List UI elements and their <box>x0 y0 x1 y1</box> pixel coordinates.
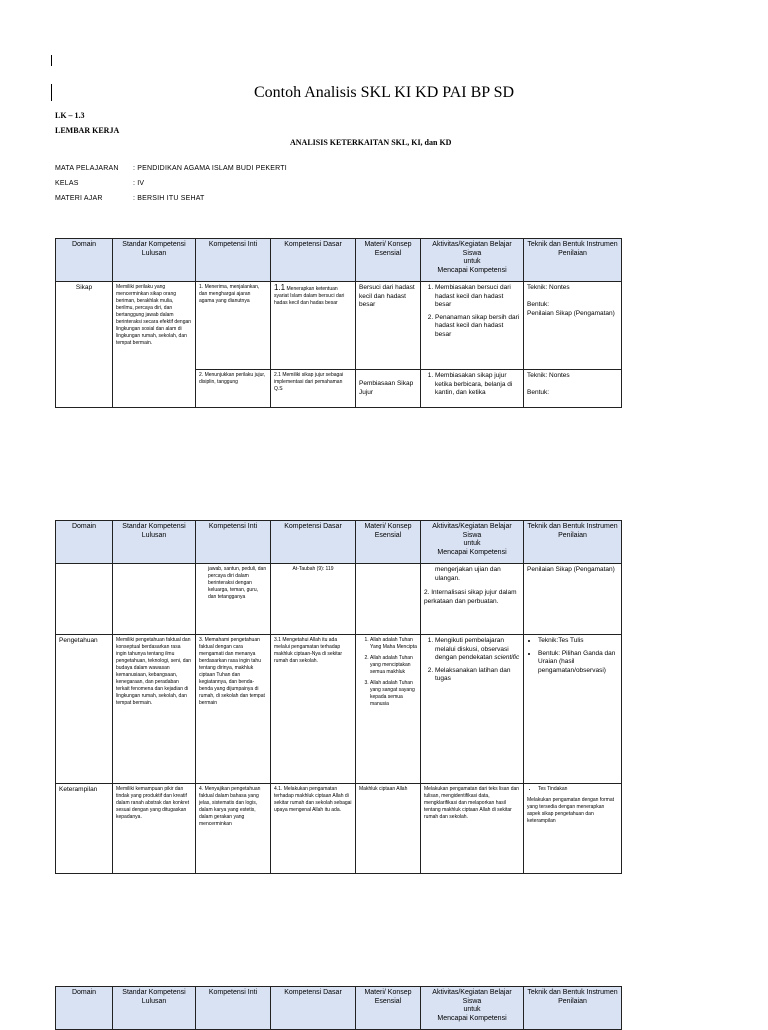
ki-cell <box>196 784 271 874</box>
ki-cell: jawab, santun, peduli, dan percaya diri dalam berinteraksi dengan keluarga, teman, guru, dan tetangganya <box>196 564 271 635</box>
domain-cell: Keterampilan <box>56 784 113 874</box>
meta-row-class <box>55 180 144 187</box>
header-teknik: Teknik dan Bentuk Instrumen Penilaian <box>524 987 622 1030</box>
ki-number: 2. <box>199 372 204 378</box>
teknik-line: Teknik: Nontes <box>527 372 570 379</box>
header-aktivitas <box>421 239 524 282</box>
meta-label: MATA PELAJARAN <box>55 165 119 172</box>
meta-value: : PENDIDIKAN AGAMA ISLAM BUDI PEKERTI <box>133 165 287 172</box>
teknik-line: Penilaian Sikap (Pengamatan) <box>527 309 615 317</box>
teknik-line: Bentuk: <box>527 301 550 308</box>
materi-item: 3. Allah adalah Tuhan yang sangat sayang kepada semua manusia <box>370 680 417 708</box>
header-teknik: Teknik dan Bentuk Instrumen Penilaian <box>524 239 622 282</box>
kd-number: 1.1 <box>274 283 286 292</box>
aktivitas-item: 1. Membiasakan bersuci dari hadast kecil dan hadast besar <box>435 284 520 310</box>
ki-text: Memahami pengetahuan faktual dengan cara mengamati dan menanya berdasarkan rasa ingin tahu tentang dirinya, makhluk ciptaan Tuhan dan kegiatannya, dan benda-benda yang dijumpainya di rumah, di sekolah dan tempat bermain <box>199 637 265 706</box>
header-skl: Standar Kompetensi Lulusan <box>113 987 196 1030</box>
header-kd: Kompetensi Dasar <box>271 521 356 564</box>
header-aktivitas-line: Mencapai Kompetensi <box>437 548 507 556</box>
table-row <box>56 635 622 784</box>
skl-cell: Memiliki perilaku yang mencerminkan sikap orang beriman, berakhlak mulia, berilmu, percaya diri, dan bertanggung jawab dalam berinteraksi secara efektif dengan lingkungan sosial dan alam di lingkungan rumah, sekolah, dan tempat bermain. <box>113 282 196 408</box>
meta-row-subject <box>55 165 287 172</box>
analysis-table-1 <box>55 238 622 408</box>
header-domain: Domain <box>56 987 113 1030</box>
teknik-cell <box>524 635 622 784</box>
materi-item: 2. Allah adalah Tuhan yang menciptakan semua makhluk <box>370 655 417 676</box>
kd-text: Menerapkan ketentuan syariat Islam dalam bersuci dari hadas kecil dan hadas besar <box>274 286 345 306</box>
teknik-item: • Bentuk: Pilihan Ganda dan Uraian (hasil pengamatan/observasi) <box>538 650 618 676</box>
materi-item: 1. Allah adalah Tuhan Yang Maha Mencipta <box>370 637 417 651</box>
ki-number: 1. <box>199 284 204 290</box>
aktivitas-cell <box>421 282 524 370</box>
ki-cell <box>196 282 271 370</box>
header-ki: Kompetensi Inti <box>196 987 271 1030</box>
meta-value: : BERSIH ITU SEHAT <box>133 195 205 202</box>
ki-cell <box>196 635 271 784</box>
document-title: Contoh Analisis SKL KI KD PAI BP SD <box>253 84 515 101</box>
domain-cell: Pengetahuan <box>56 635 113 784</box>
header-aktivitas-line: Aktivitas/Kegiatan Belajar Siswa <box>432 241 512 257</box>
header-aktivitas <box>421 987 524 1030</box>
header-kd: Kompetensi Dasar <box>271 987 356 1030</box>
analysis-table-3 <box>55 986 622 1030</box>
aktivitas-item <box>435 637 520 663</box>
table-header-row <box>56 239 622 282</box>
aktivitas-emphasis: scientific <box>494 654 520 661</box>
table-header-row <box>56 521 622 564</box>
kd-cell <box>271 282 356 370</box>
header-ki: Kompetensi Inti <box>196 239 271 282</box>
aktivitas-item: mengerjakan ujian dan ulangan. <box>435 566 501 582</box>
aktivitas-item: 2. Penanaman sikap bersih dari hadast kecil dan hadast besar <box>435 314 520 340</box>
materi-cell <box>356 635 421 784</box>
header-aktivitas-line: Aktivitas/Kegiatan Belajar Siswa <box>432 523 512 539</box>
teknik-cell <box>524 370 622 408</box>
teknik-cell <box>524 784 622 874</box>
aktivitas-item: 2. Internalisasi sikap jujur dalam perkataan dan perbuatan. <box>424 589 517 605</box>
kd-cell: 2.1 Memiliki sikap jujur sebagai implementasi dari pemahaman Q.S <box>271 370 356 408</box>
teknik-line: Melakukan pengamatan dengan format yang tersedia dengan menerapkan aspek sikap pengetahuan dan keterampilan <box>527 797 615 824</box>
kd-cell: 4.1. Melakukan pengamatan terhadap makhluk ciptaan Allah di sekitar rumah dan sekolah sebagai upaya mengenal Allah itu ada. <box>271 784 356 874</box>
teknik-cell <box>524 282 622 370</box>
header-materi: Materi/ Konsep Esensial <box>356 239 421 282</box>
header-aktivitas-line: Mencapai Kompetensi <box>437 1014 507 1022</box>
teknik-line: Bentuk: <box>527 389 550 396</box>
materi-cell: Pembiasaan Sikap Jujur <box>356 370 421 408</box>
aktivitas-cell <box>421 564 524 635</box>
meta-row-material <box>55 195 205 202</box>
skl-cell: Memiliki pengetahuan faktual dan konseptual berdasarkan rasa ingin tahunya tentang ilmu pengetahuan, teknologi, seni, dan budaya dalam wawasan kemanusiaan, kebangsaan, kenegaraan, dan peradaban terkait fenomena dan kejadian di lingkungan rumah, sekolah, dan tempat bermain. <box>113 635 196 784</box>
header-domain: Domain <box>56 521 113 564</box>
header-aktivitas-line: untuk <box>463 258 481 265</box>
table-row <box>56 564 622 635</box>
ki-text: Menyajikan pengetahuan faktual dalam bahasa yang jelas, sistematis dan logis, dalam karya yang estetis, dalam gerakan yang mencerminkan <box>199 786 261 827</box>
header-ki: Kompetensi Inti <box>196 521 271 564</box>
kd-cell: 3.1 Mengetahui Allah itu ada melalui pengamatan terhadap makhluk ciptaan-Nya di sekitar rumah dan sekolah. <box>271 635 356 784</box>
aktivitas-cell <box>421 370 524 408</box>
domain-cell <box>56 564 113 635</box>
header-aktivitas-line: untuk <box>463 540 481 547</box>
teknik-item: • Teknik:Tes Tulis <box>538 637 618 646</box>
ki-text: Menerima, menjalankan, dan menghargai ajaran agama yang dianutnya <box>199 284 260 304</box>
table-row <box>56 282 622 370</box>
ki-number: 4. <box>199 786 204 792</box>
materi-cell: Makhluk ciptaan Allah <box>356 784 421 874</box>
header-kd: Kompetensi Dasar <box>271 239 356 282</box>
header-aktivitas-line: Aktivitas/Kegiatan Belajar Siswa <box>432 989 512 1005</box>
skl-cell <box>113 564 196 635</box>
ki-text: Menunjukkan perilaku jujur, disiplin, tanggung <box>199 372 266 385</box>
aktivitas-item: 1. Membiasakan sikap jujur ketika berbicara, belanja di kantin, dan ketika <box>435 372 520 398</box>
aktivitas-cell: Melakukan pengamatan dari teks lisan dan tulisan, mengidentifikasi data, mengklarifikasi dan melaporkan hasil tentang makhluk ciptaan Allah di sekitar rumah dan sekolah. <box>421 784 524 874</box>
table-row <box>56 784 622 874</box>
skl-cell: Memiliki kemampuan pikir dan tindak yang produktif dan kreatif dalam ranah abstrak dan konkret sesuai dengan yang ditugaskan kepadanya. <box>113 784 196 874</box>
header-aktivitas-line: untuk <box>463 1006 481 1013</box>
text-cursor-mark <box>51 55 52 66</box>
header-skl: Standar Kompetensi Lulusan <box>113 521 196 564</box>
aktivitas-item: 2. Melaksanakan latihan dan tugas <box>435 667 520 684</box>
aktivitas-cell <box>421 635 524 784</box>
header-materi: Materi/ Konsep Esensial <box>356 987 421 1030</box>
lk-label: LK – 1.3 <box>55 111 85 120</box>
header-materi: Materi/ Konsep Esensial <box>356 521 421 564</box>
aktivitas-text: Mengikuti pembelajaran melalui diskusi, observasi dengan pendekatan <box>435 637 509 661</box>
materi-cell: Bersuci dari hadast kecil dan hadast besar <box>356 282 421 370</box>
meta-label: MATERI AJAR <box>55 195 103 202</box>
lembar-kerja-label: LEMBAR KERJA <box>55 126 120 135</box>
table-header-row <box>56 987 622 1030</box>
header-aktivitas <box>421 521 524 564</box>
kd-cell: At-Taubah (9): 119 <box>271 564 356 635</box>
meta-value: : IV <box>133 180 145 187</box>
ki-cell <box>196 370 271 408</box>
header-teknik: Teknik dan Bentuk Instrumen Penilaian <box>524 521 622 564</box>
header-skl: Standar Kompetensi Lulusan <box>113 239 196 282</box>
domain-cell: Sikap <box>56 282 113 408</box>
teknik-cell: Penilaian Sikap (Pengamatan) <box>524 564 622 635</box>
materi-cell <box>356 564 421 635</box>
ki-number: 3. <box>199 637 204 643</box>
header-domain: Domain <box>56 239 113 282</box>
analysis-table-2 <box>55 520 622 874</box>
teknik-item: • Tes Tindakan <box>538 786 618 793</box>
analysis-subtitle: ANALISIS KETERKAITAN SKL, KI, dan KD <box>290 138 452 147</box>
teknik-line: Teknik: Nontes <box>527 284 570 291</box>
header-aktivitas-line: Mencapai Kompetensi <box>437 266 507 274</box>
meta-label: KELAS <box>55 180 79 187</box>
